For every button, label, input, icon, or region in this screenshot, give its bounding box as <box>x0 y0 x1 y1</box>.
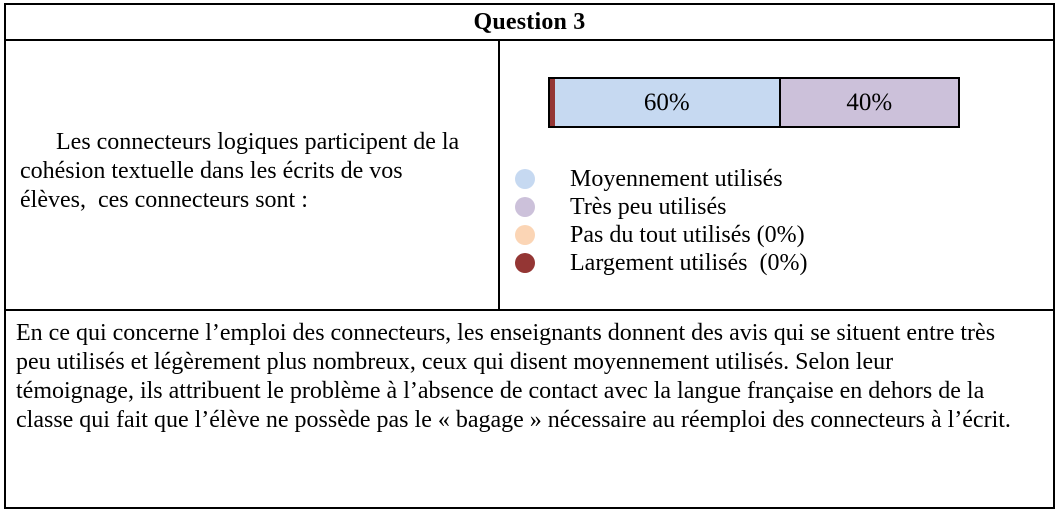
bar-segment-tres-peu-utilises <box>781 79 958 126</box>
legend-label: Pas du tout utilisés (0%) <box>570 221 805 248</box>
question-table <box>4 3 1055 509</box>
legend-bullet-icon <box>515 225 535 245</box>
legend-label: Moyennement utilisés <box>570 165 783 192</box>
legend-label: Largement utilisés (0%) <box>570 249 808 276</box>
stacked-bar <box>548 77 960 128</box>
comment-text: En ce qui concerne l’emploi des connecteurs, les enseignants donnent des avis qui se situent entre très peu utilisés et légèrement plus nombreux, ceux qui disent moyennement utilisés. Selon leur témoignage, ils attribuent le problème à l’absence de contact avec la langue française en dehors de la classe qui fait que l’élève ne possède pas le « bagage » nécessaire au réemploi des connecteurs à l’écrit. <box>16 320 1011 433</box>
question-text: Les connecteurs logiques participent de la cohésion textuelle dans les écrits de vos élèves, ces connecteurs sont : <box>20 129 466 213</box>
legend-bullet-icon <box>515 169 535 189</box>
legend-item-pas-du-tout <box>515 221 808 249</box>
chart-legend <box>515 165 808 277</box>
question-text-cell <box>6 41 500 309</box>
legend-bullet-icon <box>515 253 535 273</box>
question-title: Question 3 <box>473 8 586 35</box>
bar-segment-moyennement-utilises <box>555 79 781 126</box>
legend-bullet-icon <box>515 197 535 217</box>
legend-item-tres-peu <box>515 193 808 221</box>
chart-cell <box>500 41 1053 309</box>
bar-label-60: 60% <box>643 88 690 116</box>
table-body-row <box>6 41 1053 311</box>
legend-label: Très peu utilisés <box>570 193 727 220</box>
table-header-row <box>6 5 1053 41</box>
legend-item-moyennement <box>515 165 808 193</box>
legend-item-largement <box>515 249 808 277</box>
bar-label-40: 40% <box>846 88 893 116</box>
comment-cell <box>6 311 1053 507</box>
